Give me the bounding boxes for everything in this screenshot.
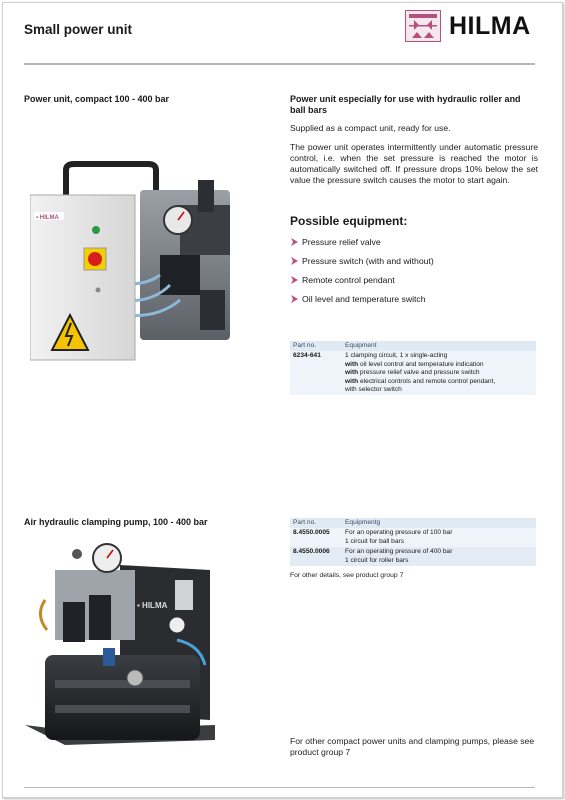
arrow-bullet-icon bbox=[290, 237, 299, 247]
arrow-bullet-icon bbox=[290, 256, 299, 266]
table-row bbox=[290, 351, 536, 395]
table-header-part-no: Part no. bbox=[290, 518, 342, 528]
list-item bbox=[290, 293, 530, 312]
table-header-equipment: Equipment bbox=[342, 341, 536, 351]
equipment-line: with selector switch bbox=[345, 386, 402, 394]
table-row bbox=[290, 528, 536, 547]
equipment-list bbox=[290, 236, 530, 312]
power-unit-parts-table bbox=[290, 341, 536, 395]
arrow-bullet-icon bbox=[290, 294, 299, 304]
section1-heading: Power unit, compact 100 - 400 bar bbox=[24, 94, 170, 104]
page-title: Small power unit bbox=[24, 22, 133, 37]
equipment-line: with pressure relief valve and pressure switch bbox=[345, 369, 480, 377]
table-header-part-no: Part no. bbox=[290, 341, 342, 351]
footer-note: For other compact power units and clamping pumps, please see product group 7 bbox=[290, 736, 535, 757]
hilma-logo-icon bbox=[405, 10, 441, 42]
equipment-line: For an operating pressure of 400 bar bbox=[345, 548, 453, 556]
list-item bbox=[290, 236, 530, 255]
part-number: 8.4550.0005 bbox=[290, 528, 342, 547]
clamping-pump-image bbox=[25, 540, 230, 755]
section1-subheading: Power unit especially for use with hydraulic roller and ball bars bbox=[290, 94, 521, 115]
equipment-line: For an operating pressure of 100 bar bbox=[345, 529, 453, 537]
part-number: 6234-641 bbox=[290, 351, 342, 395]
header-divider bbox=[24, 63, 535, 65]
section2-heading: Air hydraulic clamping pump, 100 - 400 bar bbox=[24, 517, 208, 527]
table-header-equipment: Equipmentg bbox=[342, 518, 536, 528]
equipment-description bbox=[342, 547, 536, 566]
equipment-line: with electrical controls and remote control pendant, bbox=[345, 377, 496, 385]
list-item bbox=[290, 274, 530, 293]
part-number: 8.4550.0006 bbox=[290, 547, 342, 566]
equipment-line: 1 circuit for roller bars bbox=[345, 556, 409, 564]
equipment-description bbox=[342, 351, 536, 395]
section1-intro: Supplied as a compact unit, ready for use. bbox=[290, 123, 451, 133]
equipment-item-label: Remote control pendant bbox=[302, 275, 395, 285]
equipment-item-label: Pressure relief valve bbox=[302, 237, 381, 247]
svg-text:▪ HILMA: ▪ HILMA bbox=[137, 601, 168, 610]
footer-divider bbox=[24, 787, 535, 788]
equipment-description bbox=[342, 528, 536, 547]
power-unit-image bbox=[30, 160, 280, 380]
equipment-heading: Possible equipment: bbox=[290, 214, 408, 228]
table-note: For other details, see product group 7 bbox=[290, 572, 404, 579]
equipment-item-label: Oil level and temperature switch bbox=[302, 294, 426, 304]
section1-description: The power unit operates intermittently under automatic pressure control, i.e. when the set pressure is reached the motor is automatically switched off. If pressure drops 10% below the set value the pressure switch causes the motor to start again. bbox=[290, 142, 538, 185]
equipment-line: 1 circuit for ball bars bbox=[345, 537, 404, 545]
table-row bbox=[290, 547, 536, 566]
clamping-pump-parts-table bbox=[290, 518, 536, 566]
list-item bbox=[290, 255, 530, 274]
equipment-line: with oil level control and temperature indication bbox=[345, 360, 484, 368]
svg-text:▪ HILMA: ▪ HILMA bbox=[36, 215, 59, 221]
equipment-item-label: Pressure switch (with and without) bbox=[302, 256, 434, 266]
hilma-logo bbox=[405, 10, 535, 44]
brand-name: HILMA bbox=[449, 12, 531, 40]
arrow-bullet-icon bbox=[290, 275, 299, 285]
equipment-line: 1 clamping circuit, 1 x single-acting bbox=[345, 352, 448, 360]
